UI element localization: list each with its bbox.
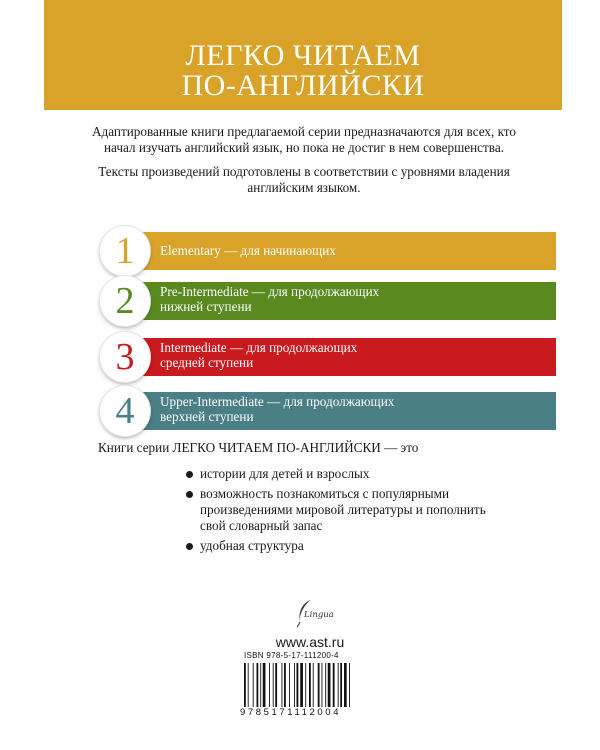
level-description bbox=[160, 394, 548, 424]
list-item: возможность познакомиться с популярными произведениями мировой литературы и пополнить свой словарный запас bbox=[184, 486, 514, 534]
barcode-bar bbox=[300, 663, 303, 707]
barcode-bar bbox=[257, 663, 259, 707]
level-line1: Elementary — для начинающих bbox=[160, 243, 336, 258]
list-item: истории для детей и взрослых bbox=[184, 466, 514, 482]
level-line2: нижней ступени bbox=[160, 299, 252, 314]
book-back-cover bbox=[44, 0, 562, 750]
level-line2: верхней ступени bbox=[160, 409, 254, 424]
level-number-badge: 3 bbox=[100, 332, 150, 382]
barcode-bar bbox=[263, 663, 266, 707]
intro-paragraph-1: Адаптированные книги предлагаемой серии предназначаются для всех, кто начал изучать английский язык, но пока не достиг в нем совершенства. bbox=[92, 124, 516, 155]
level-line1: Pre-Intermediate — для продолжающих bbox=[160, 284, 380, 299]
isbn-number: ISBN 978-5-17-111200-4 bbox=[244, 651, 339, 660]
barcode-block bbox=[240, 651, 376, 721]
barcode-bar bbox=[260, 663, 261, 707]
feature-list bbox=[184, 466, 514, 558]
barcode-bar bbox=[294, 663, 295, 707]
barcode-bar bbox=[275, 663, 277, 707]
level-number-badge: 4 bbox=[100, 386, 150, 436]
intro-text bbox=[84, 124, 524, 204]
barcode-bar bbox=[253, 663, 254, 707]
barcode-bar bbox=[284, 663, 286, 707]
level-line1: Intermediate — для продолжающих bbox=[160, 340, 358, 355]
bullet-dot-icon bbox=[186, 543, 193, 550]
barcode-bar bbox=[305, 663, 306, 707]
barcode-bar bbox=[282, 663, 283, 707]
bullet-dot-icon bbox=[186, 491, 193, 498]
list-item: удобная структура bbox=[184, 538, 514, 554]
barcode-bar bbox=[333, 663, 335, 707]
barcode-bar bbox=[338, 663, 339, 707]
barcode-bar bbox=[328, 663, 331, 707]
bullet-dot-icon bbox=[186, 471, 193, 478]
barcode-graphic bbox=[244, 663, 374, 707]
level-line2: средней ступени bbox=[160, 355, 254, 370]
barcode-bar bbox=[322, 663, 323, 707]
barcode-bar bbox=[313, 663, 314, 707]
level-description bbox=[160, 243, 548, 258]
barcode-bar bbox=[273, 663, 274, 707]
barcode-bar bbox=[318, 663, 320, 707]
series-title-line2: ПО-АНГЛИЙСКИ bbox=[181, 69, 425, 102]
level-number-badge: 1 bbox=[100, 226, 150, 276]
series-title-line1: ЛЕГКО ЧИТАЕМ bbox=[185, 39, 421, 72]
level-2 bbox=[100, 280, 556, 324]
barcode-digits: 9785171112004 bbox=[240, 707, 342, 718]
barcode-bar bbox=[248, 663, 249, 707]
level-number-badge: 2 bbox=[100, 276, 150, 326]
barcode-bar bbox=[325, 663, 326, 707]
intro-paragraph-2: Тексты произведений подготовлены в соответствии с уровнями владения английским языком. bbox=[98, 164, 510, 195]
level-description bbox=[160, 340, 548, 370]
level-1 bbox=[100, 230, 556, 274]
barcode-bar bbox=[344, 663, 347, 707]
level-4 bbox=[100, 390, 556, 434]
series-banner bbox=[44, 0, 562, 110]
barcode-bar bbox=[340, 663, 342, 707]
logo-wordmark: Lingua bbox=[304, 610, 334, 620]
level-description bbox=[160, 284, 548, 314]
barcode-bar bbox=[289, 663, 290, 707]
barcode-bar bbox=[269, 663, 270, 707]
level-3 bbox=[100, 336, 556, 380]
series-lead-sentence: Книги серии ЛЕГКО ЧИТАЕМ ПО-АНГЛИЙСКИ — это bbox=[98, 440, 419, 455]
barcode-bar bbox=[309, 663, 311, 707]
publisher-logo bbox=[282, 598, 352, 628]
barcode-bar bbox=[244, 663, 246, 707]
barcode-bar bbox=[349, 663, 350, 707]
barcode-bar bbox=[297, 663, 299, 707]
website-url: www.ast.ru bbox=[275, 634, 345, 650]
level-line1: Upper-Intermediate — для продолжающих bbox=[160, 394, 395, 409]
